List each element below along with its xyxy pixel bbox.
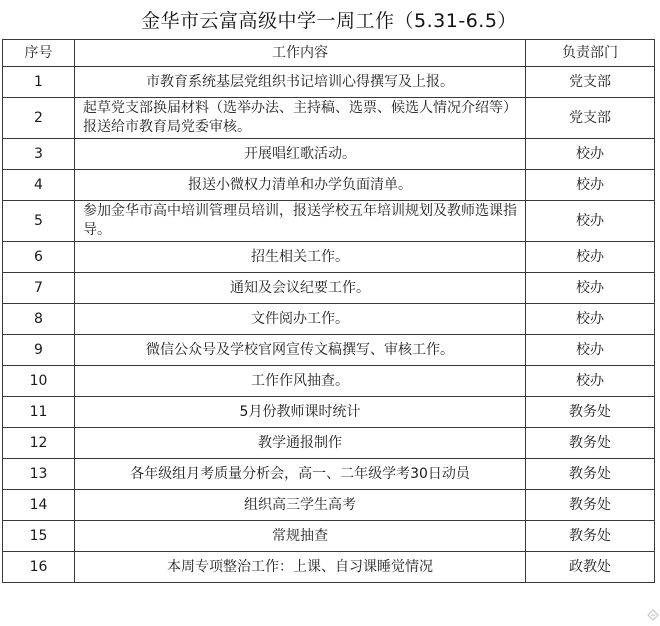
row-no: 15 — [3, 521, 75, 552]
table-row — [3, 139, 655, 170]
row-dept: 校办 — [526, 170, 655, 201]
row-content: 本周专项整治工作：上课、自习课睡觉情况 — [75, 552, 526, 583]
row-content: 组织高三学生高考 — [75, 490, 526, 521]
weekly-work-table — [2, 39, 655, 583]
row-content: 常规抽查 — [75, 521, 526, 552]
table-row — [3, 304, 655, 335]
row-no: 16 — [3, 552, 75, 583]
table-row — [3, 366, 655, 397]
row-no: 12 — [3, 428, 75, 459]
watermark-icon — [646, 608, 660, 622]
row-dept: 党支部 — [526, 67, 655, 98]
row-no: 3 — [3, 139, 75, 170]
row-dept: 校办 — [526, 201, 655, 242]
table-row — [3, 521, 655, 552]
table-row — [3, 459, 655, 490]
row-dept: 教务处 — [526, 521, 655, 552]
row-content: 各年级组月考质量分析会，高一、二年级学考30日动员 — [75, 459, 526, 490]
row-no: 11 — [3, 397, 75, 428]
row-content: 起草党支部换届材料（选举办法、主持稿、选票、候选人情况介绍等）报送给市教育局党委审核。 — [75, 98, 526, 139]
table-row — [3, 552, 655, 583]
table-row — [3, 397, 655, 428]
row-content: 市教育系统基层党组织书记培训心得撰写及上报。 — [75, 67, 526, 98]
row-dept: 教务处 — [526, 459, 655, 490]
table-row — [3, 273, 655, 304]
table-header-row — [3, 40, 655, 67]
row-dept: 政教处 — [526, 552, 655, 583]
row-content: 工作作风抽查。 — [75, 366, 526, 397]
row-dept: 校办 — [526, 273, 655, 304]
row-no: 10 — [3, 366, 75, 397]
row-dept: 校办 — [526, 139, 655, 170]
row-dept: 教务处 — [526, 428, 655, 459]
row-content: 5月份教师课时统计 — [75, 397, 526, 428]
table-row — [3, 170, 655, 201]
row-content: 招生相关工作。 — [75, 242, 526, 273]
row-dept: 校办 — [526, 304, 655, 335]
row-no: 2 — [3, 98, 75, 139]
row-no: 7 — [3, 273, 75, 304]
table-row — [3, 201, 655, 242]
table-row — [3, 67, 655, 98]
row-content: 通知及会议纪要工作。 — [75, 273, 526, 304]
document-title: 金华市云富高级中学一周工作（5.31-6.5） — [141, 10, 517, 32]
row-content: 微信公众号及学校官网宣传文稿撰写、审核工作。 — [75, 335, 526, 366]
row-content: 教学通报制作 — [75, 428, 526, 459]
row-dept: 校办 — [526, 335, 655, 366]
table-row — [3, 242, 655, 273]
header-no: 序号 — [3, 40, 75, 67]
row-no: 14 — [3, 490, 75, 521]
row-content: 报送小微权力清单和办学负面清单。 — [75, 170, 526, 201]
row-no: 13 — [3, 459, 75, 490]
row-no: 9 — [3, 335, 75, 366]
row-dept: 教务处 — [526, 490, 655, 521]
row-no: 1 — [3, 67, 75, 98]
row-no: 4 — [3, 170, 75, 201]
header-content: 工作内容 — [75, 40, 526, 67]
row-dept: 校办 — [526, 366, 655, 397]
row-dept: 党支部 — [526, 98, 655, 139]
table-row — [3, 428, 655, 459]
row-dept: 教务处 — [526, 397, 655, 428]
header-dept: 负责部门 — [526, 40, 655, 67]
row-content: 开展唱红歌活动。 — [75, 139, 526, 170]
row-content: 文件阅办工作。 — [75, 304, 526, 335]
row-content: 参加金华市高中培训管理员培训，报送学校五年培训规划及教师选课指导。 — [75, 201, 526, 242]
table-row — [3, 98, 655, 139]
row-no: 5 — [3, 201, 75, 242]
row-no: 6 — [3, 242, 75, 273]
table-row — [3, 490, 655, 521]
row-dept: 校办 — [526, 242, 655, 273]
table-row — [3, 335, 655, 366]
row-no: 8 — [3, 304, 75, 335]
